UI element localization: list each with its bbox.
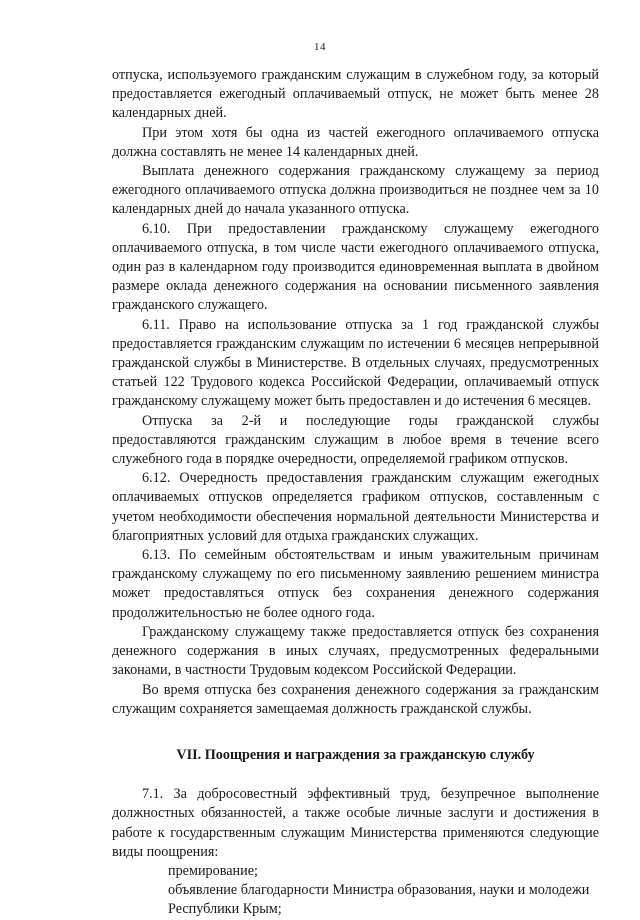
paragraph: Выплата денежного содержания гражданскому служащему за период ежегодного оплачиваемого отпуска должна производиться не позднее чем за 10 календарных дней до начала указанного отпуска. — [112, 163, 599, 218]
list-item: премирование; — [168, 862, 258, 879]
list-item: объявление благодарности Министра образования, науки и молодежи Республики Крым; — [168, 882, 590, 918]
paragraph-continuation: отпуска, используемого гражданским служащим в служебном году, за который предоставляется ежегодный оплачиваемый отпуск, не может быть менее 28 календарных дней. — [112, 67, 599, 122]
paragraph-7-1: 7.1. За добросовестный эффективный труд, безупречное выполнение должностных обязанностей, а также особые личные заслуги и достижения в работе к государственным служащим Министерства применяются следующие виды поощрения: — [112, 786, 599, 860]
paragraph-6-10: 6.10. При предоставлении гражданскому служащему ежегодного оплачиваемого отпуска, в том числе части ежегодного оплачиваемого отпуска, один раз в календарном году производится единовременная выплата в двойном размере оклада денежного содержания на основании письменного заявления гражданского служащего. — [112, 220, 599, 314]
paragraph-6-12: 6.12. Очередность предоставления гражданским служащим ежегодных оплачиваемых отпусков определяется графиком отпусков, составленным с учетом необходимости обеспечения нормальной деятельности Министерства и благоприятных условий для отдыха гражданских служащих. — [112, 470, 599, 544]
page-number: 14 — [314, 41, 326, 53]
paragraph: Отпуска за 2-й и последующие годы гражданской службы предоставляются гражданским служащим в любое время в течение всего служебного года в порядке очередности, определяемой графиком отпусков. — [112, 412, 599, 468]
paragraph: Во время отпуска без сохранения денежного содержания за гражданским служащим сохраняется замещаемая должность гражданской службы. — [112, 681, 599, 717]
paragraph: Гражданскому служащему также предоставляется отпуск без сохранения денежного содержания в иных случаях, предусмотренных федеральными законами, в частности Трудовым кодексом Российской Федерации. — [112, 623, 599, 679]
section-heading: VII. Поощрения и награждения за гражданскую службу — [176, 746, 535, 763]
paragraph-6-13: 6.13. По семейным обстоятельствам и иным уважительным причинам гражданскому служащему по его письменному заявлению решением министра может предоставляться отпуск без сохранения денежного содержания продолжительностью не более одного года. — [112, 547, 599, 621]
paragraph: При этом хотя бы одна из частей ежегодного оплачиваемого отпуска должна составлять не менее 14 календарных дней. — [112, 124, 599, 160]
document-body — [112, 66, 599, 920]
paragraph-6-11: 6.11. Право на использование отпуска за 1 год гражданской службы предоставляется гражданским служащим по истечении 6 месяцев непрерывной гражданской службы в Министерстве. В отдельных случаях, предусмотренных статьей 122 Трудового кодекса Российской Федерации, оплачиваемый отпуск гражданскому служащему может быть предоставлен и до истечения 6 месяцев. — [112, 316, 599, 410]
